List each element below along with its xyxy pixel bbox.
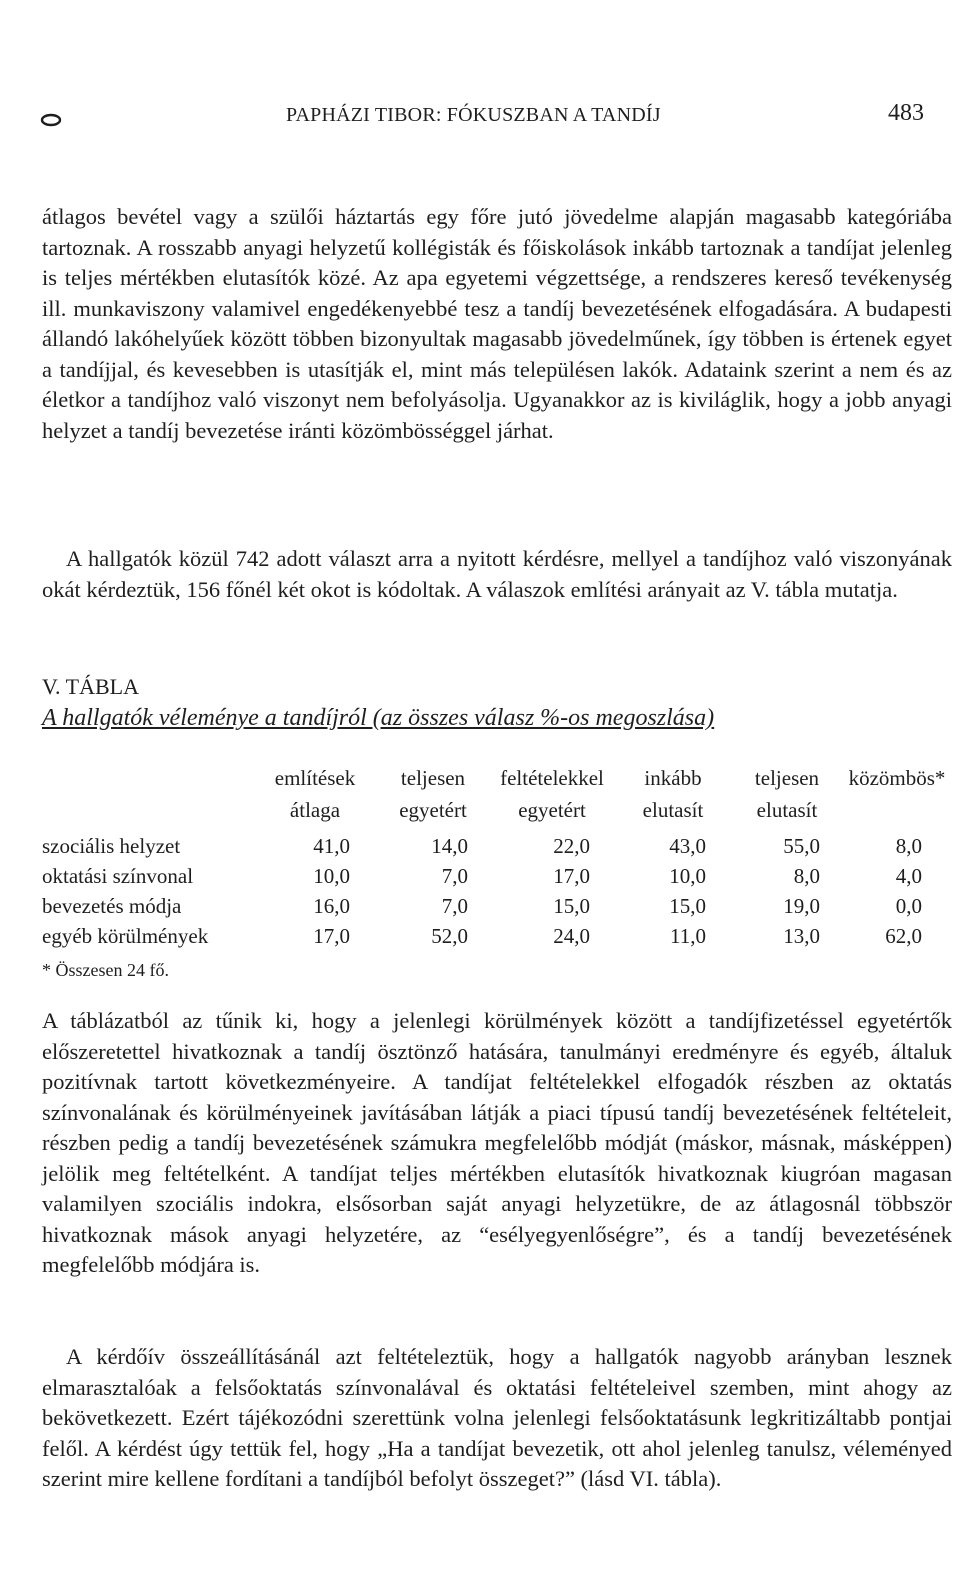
table-cell: 41,0	[313, 834, 350, 858]
column-header: említések átlaga	[274, 766, 356, 822]
table-cell: 0,0	[895, 894, 922, 918]
table-cell: 11,0	[670, 924, 706, 948]
running-header-title: PAPHÁZI TIBOR: FÓKUSZBAN A TANDÍJ	[286, 104, 661, 126]
table-cell: 22,0	[553, 834, 590, 858]
table-cell: 17,0	[313, 924, 350, 948]
table-cell: 7,0	[441, 864, 468, 888]
table-cell: 62,0	[885, 924, 922, 948]
row-label: oktatási színvonal	[42, 864, 194, 888]
table-cell: 19,0	[783, 894, 820, 918]
body-paragraph: átlagos bevétel vagy a szülői háztartás egy főre jutó jövedelme alapján magasabb kategóriába tartoznak. A rosszabb anyagi helyzetű kollégisták és főiskolások inkább tartoznak a tandíjat jelenleg is teljes mértékben elutasítók közé. Az apa egyetemi végzettsége, a rendszeres kereső tevékenység ill. munkaviszony valamivel engedékenyebbé tesz a tandíj bevezetésének elfogadására. A budapesti állandó lakóhelyűek között többen bizonyultak magasabb jövedelműnek, így többen is értenek egyet a tandíjjal, és kevesebben is utasítják el, mint más településen lakók. Adataink szerint a nem és az életkor a tandíjhoz való viszonyt nem befolyásolja. Ugyanakkor az is kiviláglik, hogy a jobb anyagi helyzet a tandíj bevezetése iránti közömbösséggel járhat.	[42, 204, 952, 443]
row-label: szociális helyzet	[42, 834, 181, 858]
body-paragraph: A hallgatók közül 742 adott választ arra a nyitott kérdésre, mellyel a tandíjhoz való viszonyának okát kérdeztük, 156 főnél két okot is kódoltak. A válaszok említési arányait az V. tábla mutatja.	[42, 546, 952, 602]
table-cell: 10,0	[313, 864, 350, 888]
table-cell: 8,0	[895, 834, 922, 858]
table-cell: 52,0	[431, 924, 468, 948]
table-body	[42, 834, 942, 954]
table-cell: 55,0	[783, 834, 820, 858]
table-column-headers	[42, 752, 946, 822]
body-paragraph: A kérdőív összeállításánál azt feltételeztük, hogy a hallgatók nagyobb arányban lesznek elmarasztalóak a felsőoktatás színvonalával és oktatási feltételeivel szemben, mint ahogy az bekövetkezett. Ezért tájékozódni szerettünk volna jelenlegi felsőoktatásunk legkritizáltabb pontjai felől. A kérdést úgy tettük fel, hogy „Ha a tandíjat bevezetik, ott ahol jelenleg tanulsz, véleményed szerint mire kellene fordítani a tandíjból befolyt összeget?” (lásd VI. tábla).	[42, 1344, 952, 1491]
table-cell: 15,0	[553, 894, 590, 918]
body-paragraph: A táblázatból az tűnik ki, hogy a jelenlegi körülmények között a tandíjfizetéssel egyetértők előszeretettel hivatkoznak a tandíj ösztönző hatására, tanulmányi eredményre és egyéb, általuk pozitívnak tartott következményeire. A tandíjat feltételekkel elfogadók részben az oktatás színvonalának és körülményeinek javításában látják a piaci típusú tandíj bevezetésének feltételeit, részben pedig a tandíj bevezetésének számukra megfelelőbb módját (máskor, másnak, másképpen) jelölik meg feltételként. A tandíjat teljes mértékben elutasítók hivatkoznak kiugróan magasan valamilyen szociális indokra, elsősorban saját anyagi helyzetükre, de az átlagosnál többször hivatkoznak mások anyagi helyzetére, az “esélyegyenlőségre”, és a tandíj bevezetésének megfelelőbb módjára is.	[42, 1008, 952, 1277]
table-footnote: * Összesen 24 fő.	[42, 960, 169, 980]
table-cell: 7,0	[441, 894, 468, 918]
table-cell: 14,0	[431, 834, 468, 858]
running-header	[40, 98, 924, 138]
table-row	[42, 864, 942, 894]
table-cell: 4,0	[895, 864, 922, 888]
opinion-table	[42, 752, 946, 948]
table-cell: 13,0	[783, 924, 820, 948]
column-header: közömbös*	[848, 766, 946, 790]
table-row	[42, 924, 942, 954]
page-number: 483	[888, 100, 924, 126]
table-row	[42, 894, 942, 924]
column-header: teljesen egyetért	[399, 766, 467, 822]
table-cell: 17,0	[553, 864, 590, 888]
table-cell: 15,0	[669, 894, 706, 918]
ornament-icon	[40, 108, 62, 130]
table-cell: 16,0	[313, 894, 350, 918]
row-label: egyéb körülmények	[42, 924, 209, 948]
table-cell: 8,0	[793, 864, 820, 888]
table-heading	[42, 672, 952, 734]
table-cell: 10,0	[669, 864, 706, 888]
table-row	[42, 834, 942, 864]
column-header: teljesen elutasít	[754, 766, 820, 822]
row-label: bevezetés módja	[42, 894, 182, 918]
table-cell: 24,0	[553, 924, 590, 948]
table-caption: A hallgatók véleménye a tandíjról (az összes válasz %-os megoszlása)	[42, 705, 715, 731]
table-cell: 43,0	[669, 834, 706, 858]
column-header: feltételekkel egyetért	[500, 766, 604, 822]
column-header: inkább elutasít	[642, 766, 704, 822]
table-label: V. TÁBLA	[42, 674, 139, 699]
